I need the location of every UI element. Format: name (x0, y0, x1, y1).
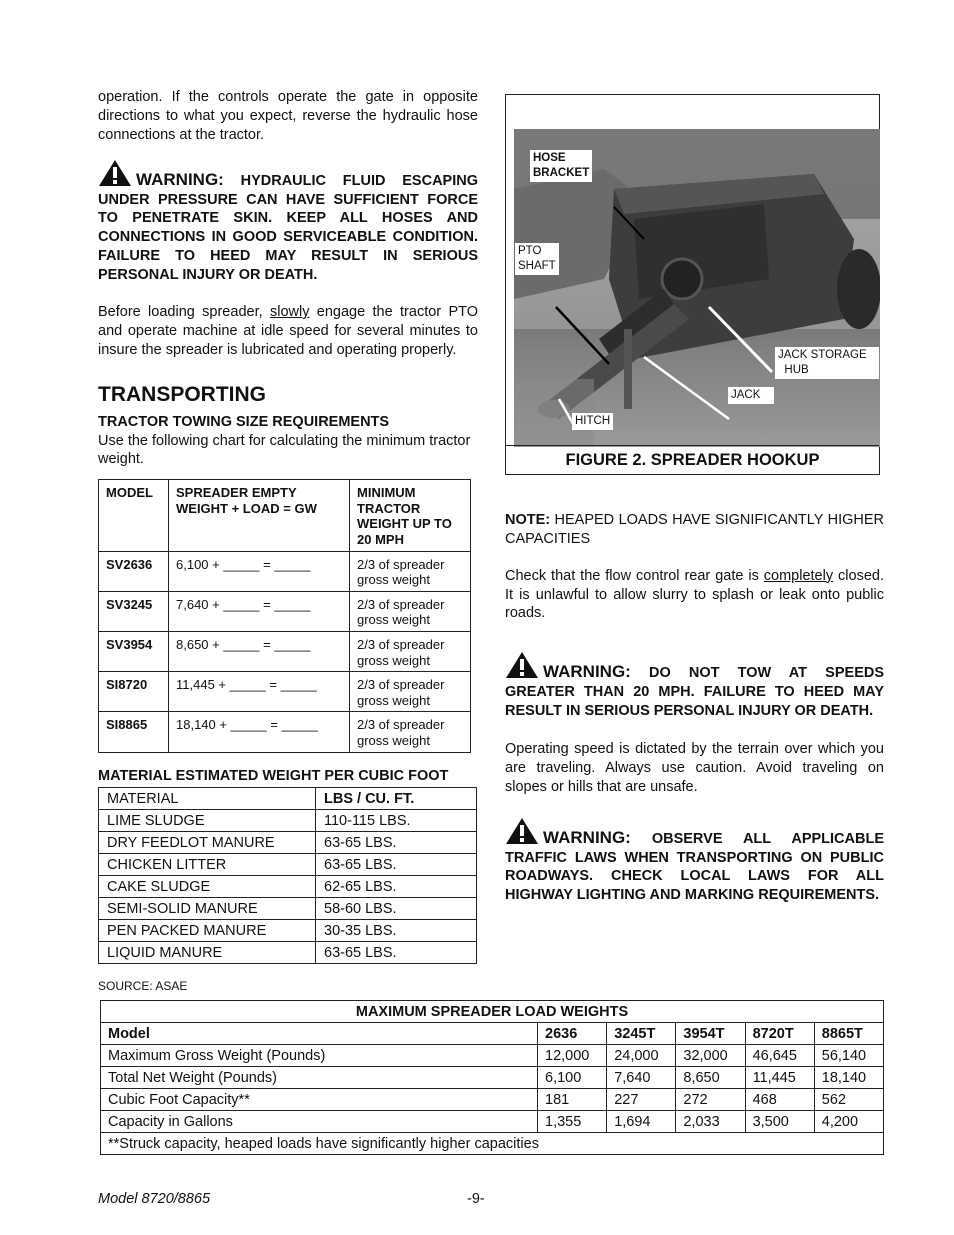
table-cell: SI8865 (99, 712, 169, 752)
max-table-caption-row (101, 1001, 884, 1023)
table-header: MODEL (99, 480, 169, 551)
table-header-row (101, 1023, 884, 1045)
right-column (505, 94, 884, 905)
table-cell: 7,640 (607, 1067, 676, 1089)
table-cell: Capacity in Gallons (101, 1111, 538, 1133)
note-text: HEAPED LOADS HAVE SIGNIFICANTLY HIGHER CAPACITIES (505, 512, 884, 547)
table-header-row (99, 788, 477, 810)
table-cell: 3,500 (745, 1111, 814, 1133)
warning-triangle-icon (505, 651, 539, 679)
subsection-title: TRACTOR TOWING SIZE REQUIREMENTS (98, 413, 390, 430)
table-row (99, 631, 471, 671)
table-cell: 18,140 + _____ = _____ (169, 712, 350, 752)
table-cell: Cubic Foot Capacity** (101, 1089, 538, 1111)
loading-paragraph (98, 303, 478, 360)
table-row (99, 591, 471, 631)
table-header: MATERIAL (99, 788, 316, 810)
table-cell: 181 (538, 1089, 607, 1111)
table-cell: 11,445 (745, 1067, 814, 1089)
left-column (98, 88, 478, 995)
table-header: LBS / CU. FT. (316, 788, 477, 810)
gate-text-pre: Check that the flow control rear gate is (505, 567, 764, 584)
table-cell: 1,694 (607, 1111, 676, 1133)
table-cell: 63-65 LBS. (316, 942, 477, 964)
warning-text: HYDRAULIC FLUID ESCAPING UNDER PRESSURE CAN HAVE SUFFICIENT FORCE TO PENETRATE SKIN. KEEP ALL HOSES AND CONNECTIONS IN GOOD SERVICEABLE CONDITION. FAILURE TO HEED MAY RESULT IN SERIOUS PERSONAL INJURY OR DEATH. (98, 172, 478, 283)
table-cell: 32,000 (676, 1045, 745, 1067)
page-number: -9- (467, 1191, 485, 1207)
table-cell: DRY FEEDLOT MANURE (99, 832, 316, 854)
speed-paragraph: Operating speed is dictated by the terrain over which you are traveling. Always use caution. Avoid traveling on slopes or hills that are unsafe. (505, 741, 884, 795)
table-footnote: **Struck capacity, heaped loads have significantly higher capacities (101, 1133, 884, 1155)
table-cell: 58-60 LBS. (316, 898, 477, 920)
table-cell: 11,445 + _____ = _____ (169, 672, 350, 712)
gate-text-underline: completely (763, 567, 834, 584)
table-cell: 2/3 of spreader gross weight (350, 551, 471, 591)
table-row (99, 920, 477, 942)
table-row (99, 810, 477, 832)
table-row (99, 942, 477, 964)
warning-triangle-icon (98, 159, 132, 187)
max-table-body (101, 1001, 884, 1155)
table-cell: 2/3 of spreader gross weight (350, 591, 471, 631)
table-cell: 2/3 of spreader gross weight (350, 631, 471, 671)
table-cell: 227 (607, 1089, 676, 1111)
callout-pto-shaft: PTO SHAFT (515, 243, 559, 275)
footer-model: Model 8720/8865 (98, 1191, 211, 1207)
table-cell: 4,200 (814, 1111, 883, 1133)
table-footnote-row (101, 1133, 884, 1155)
warning-traffic-laws (505, 817, 884, 906)
table-header: 8865T (814, 1023, 883, 1045)
towing-size-table (98, 479, 471, 752)
table-header: MINIMUM TRACTOR WEIGHT UP TO 20 MPH (350, 480, 471, 551)
table-cell: 110-115 LBS. (316, 810, 477, 832)
table-cell: 2/3 of spreader gross weight (350, 712, 471, 752)
warning-speed (505, 651, 884, 721)
table-cell: SI8720 (99, 672, 169, 712)
gate-paragraph (505, 567, 884, 624)
table-cell: SV3954 (99, 631, 169, 671)
figure-spreader-hookup (505, 94, 880, 475)
loading-text-pre: Before loading spreader, (98, 303, 270, 320)
table-row (99, 672, 471, 712)
note-paragraph (505, 511, 884, 549)
table-cell: 2/3 of spreader gross weight (350, 672, 471, 712)
callout-hitch: HITCH (572, 413, 613, 430)
table-cell: 562 (814, 1089, 883, 1111)
max-table-caption: MAXIMUM SPREADER LOAD WEIGHTS (101, 1001, 884, 1023)
table-row (101, 1111, 884, 1133)
warning-title: WARNING: (543, 662, 631, 682)
table-cell: CAKE SLUDGE (99, 876, 316, 898)
table-row (101, 1067, 884, 1089)
max-load-weights-table (100, 1000, 884, 1155)
table-cell: 56,140 (814, 1045, 883, 1067)
table-cell: 63-65 LBS. (316, 832, 477, 854)
table-cell: 6,100 + _____ = _____ (169, 551, 350, 591)
table-row (101, 1045, 884, 1067)
table-header-row (99, 480, 471, 551)
loading-text-underline: slowly (269, 303, 310, 320)
table-cell: LIQUID MANURE (99, 942, 316, 964)
table-row (99, 898, 477, 920)
table-cell: 7,640 + _____ = _____ (169, 591, 350, 631)
callout-hose-bracket: HOSE BRACKET (530, 150, 592, 182)
table-cell: 468 (745, 1089, 814, 1111)
table-cell: SV2636 (99, 551, 169, 591)
warning-triangle-icon (505, 817, 539, 845)
warning-text: DO NOT TOW AT SPEEDS GREATER THAN 20 MPH. FAILURE TO HEED MAY RESULT IN SERIOUS PERSONAL INJURY OR DEATH. (505, 665, 885, 720)
material-weight-table (98, 787, 477, 964)
table-header: SPREADER EMPTY WEIGHT + LOAD = GW (169, 480, 350, 551)
subsection-text: Use the following chart for calculating the minimum tractor weight. (98, 432, 471, 468)
callout-jack-storage-hub: JACK STORAGE HUB (775, 347, 879, 379)
table-row (101, 1089, 884, 1111)
warning-text: OBSERVE ALL APPLICABLE TRAFFIC LAWS WHEN TRANSPORTING ON PUBLIC ROADWAYS. CHECK LOCAL LAWS FOR ALL HIGHWAY LIGHTING AND MARKING REQUIREMENTS. (505, 830, 884, 904)
table-cell: 6,100 (538, 1067, 607, 1089)
table-cell: SV3245 (99, 591, 169, 631)
table-cell: Maximum Gross Weight (Pounds) (101, 1045, 538, 1067)
table-cell: 18,140 (814, 1067, 883, 1089)
table-cell: CHICKEN LITTER (99, 854, 316, 876)
table-row (99, 551, 471, 591)
gate-text-post: closed. It is unlawful to allow slurry to splash or leak onto public roads. (505, 567, 884, 622)
loading-text-post: engage the tractor PTO and operate machine at idle speed for several minutes to insure the spreader is lubricated and operating properly. (98, 303, 478, 358)
warning-title: WARNING: (136, 169, 224, 189)
table-cell: 62-65 LBS. (316, 876, 477, 898)
table-header: 3954T (676, 1023, 745, 1045)
callout-jack: JACK (728, 387, 774, 404)
table-row (99, 832, 477, 854)
table-cell: 30-35 LBS. (316, 920, 477, 942)
table-header: 2636 (538, 1023, 607, 1045)
table-cell: Total Net Weight (Pounds) (101, 1067, 538, 1089)
table-cell: 12,000 (538, 1045, 607, 1067)
table-cell: 8,650 + _____ = _____ (169, 631, 350, 671)
table-row (99, 854, 477, 876)
table-cell: 63-65 LBS. (316, 854, 477, 876)
material-table-body (99, 788, 477, 964)
intro-paragraph: operation. If the controls operate the gate in opposite directions to what you expect, reverse the hydraulic hose connections at the tractor. (98, 89, 478, 143)
table-cell: 2,033 (676, 1111, 745, 1133)
table-cell: SEMI-SOLID MANURE (99, 898, 316, 920)
table-header: Model (101, 1023, 538, 1045)
table-header: 8720T (745, 1023, 814, 1045)
warning-hydraulic (98, 159, 478, 285)
table-cell: PEN PACKED MANURE (99, 920, 316, 942)
table-cell: 272 (676, 1089, 745, 1111)
figure-caption: FIGURE 2. SPREADER HOOKUP (506, 445, 879, 474)
table-cell: LIME SLUDGE (99, 810, 316, 832)
section-title: TRANSPORTING (98, 383, 266, 407)
table-cell: 8,650 (676, 1067, 745, 1089)
table-header: 3245T (607, 1023, 676, 1045)
table-row (99, 876, 477, 898)
table-row (99, 712, 471, 752)
table-cell: 1,355 (538, 1111, 607, 1133)
towing-table-body (99, 551, 471, 752)
source-note: SOURCE: ASAE (98, 979, 188, 994)
table-cell: 24,000 (607, 1045, 676, 1067)
warning-title: WARNING: (543, 827, 631, 847)
table-cell: 46,645 (745, 1045, 814, 1067)
note-label: NOTE: (505, 512, 551, 528)
material-table-title: MATERIAL ESTIMATED WEIGHT PER CUBIC FOOT (98, 767, 449, 784)
